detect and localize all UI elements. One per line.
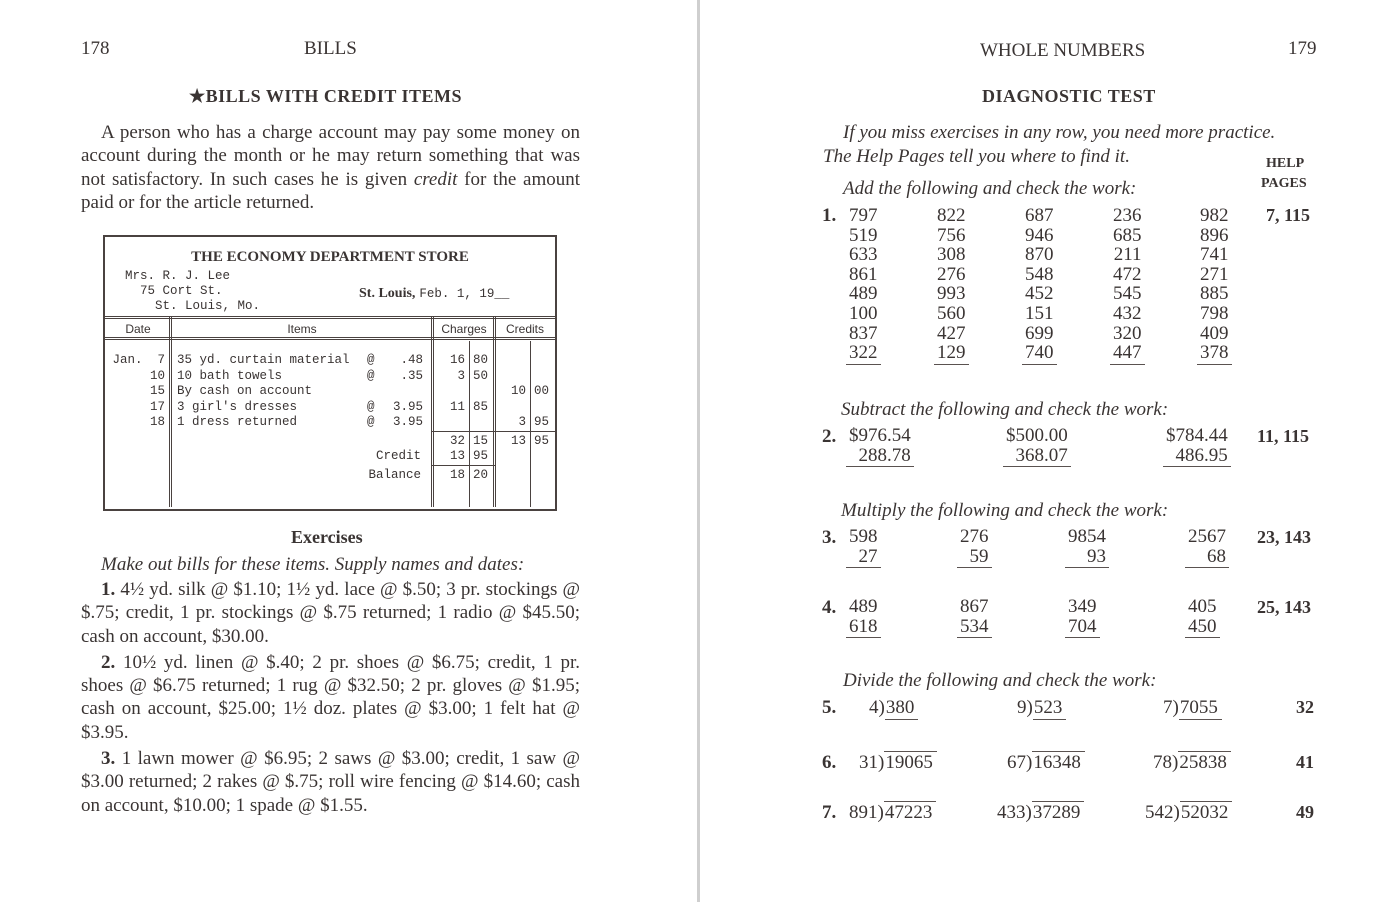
section-title-diagnostic: DIAGNOSTIC TEST [982, 86, 1156, 106]
invoice-row-at: @ [367, 399, 375, 414]
dividend: 523 [1033, 697, 1067, 720]
subtraction-problem [846, 426, 914, 467]
invoice-form [103, 235, 557, 511]
exercises-instruction: Make out bills for these items. Supply names and dates: [101, 554, 525, 575]
intro-paragraph [81, 121, 580, 214]
addition-column [934, 206, 969, 365]
exercise-number: 3. [101, 748, 116, 770]
exercises-heading: Exercises [291, 527, 363, 547]
division-problem [1017, 697, 1066, 719]
invoice-row-charge-cents: 85 [473, 399, 489, 414]
addition-column [1110, 206, 1145, 365]
addend: 548 [1025, 263, 1054, 285]
addend: 409 [1200, 322, 1229, 344]
division-problem [869, 697, 918, 719]
addend: 211 [1113, 244, 1142, 266]
column-header-items: Items [287, 322, 317, 336]
invoice-row-at: @ [367, 353, 375, 367]
divisor: 78) [1153, 752, 1179, 773]
division-problem [849, 802, 936, 824]
division-problem [1007, 752, 1085, 774]
addend: 946 [1025, 224, 1054, 246]
problem-number: 6. [822, 752, 837, 773]
dividend: 25838 [1178, 751, 1231, 773]
multiplier: 704 [1065, 617, 1100, 639]
column-divider [169, 317, 172, 507]
multiplicand: 349 [1068, 596, 1097, 617]
addend: 452 [1025, 283, 1054, 305]
column-divider [431, 317, 434, 507]
invoice-row-item: By cash on account [177, 384, 313, 399]
addend: 427 [937, 322, 966, 344]
addend: 982 [1200, 205, 1229, 226]
total-credits-cents: 95 [534, 434, 550, 448]
multiplier: 93 [1065, 547, 1109, 569]
addend: 687 [1025, 205, 1054, 226]
invoice-row-date: 17 [149, 399, 165, 414]
help-pages: 25, 143 [1257, 597, 1311, 617]
section-title-bills-credit: ★BILLS WITH CREDIT ITEMS [189, 86, 463, 106]
multiply-instruction: Multiply the following and check the work: [841, 500, 1169, 521]
running-head-right: WHOLE NUMBERS [980, 40, 1146, 61]
invoice-row-price: .35 [400, 368, 423, 383]
minuend: $976.54 [849, 425, 911, 446]
exercise-text: 4½ yd. silk @ $1.10; 1½ yd. lace @ $.50; 3 pr. stockings @ $.75; credit, 1 pr. stockings @ $.75 returned; 1 radio @ $45.50; cash on account, $30.00. [81, 579, 581, 647]
credit-dollars: 13 [449, 449, 465, 463]
invoice-row-item: 3 girl's dresses [177, 399, 298, 414]
addend: 861 [849, 263, 878, 285]
exercise-list [81, 578, 580, 817]
multiplicand: 276 [960, 526, 989, 547]
multiplication-problem [1065, 527, 1109, 568]
invoice-row-item: 10 bath towels [177, 368, 283, 383]
addend: 560 [937, 302, 966, 324]
divisor: 433) [997, 802, 1032, 823]
dividend: 37289 [1032, 801, 1085, 823]
cents-divider [530, 341, 531, 507]
invoice-row-price: .48 [400, 353, 423, 367]
addend: 685 [1113, 224, 1142, 246]
dividend: 7055 [1179, 697, 1222, 720]
invoice-row-charge-dollars: 16 [449, 353, 465, 367]
addend: 322 [846, 343, 881, 365]
addend: 822 [937, 205, 966, 226]
help-pages-row-2: 11, 115 [1257, 426, 1310, 446]
invoice-date: Feb. 1, 19__ [419, 287, 510, 301]
divider [105, 337, 555, 340]
customer-street: 75 Cort St. [125, 284, 223, 298]
addend: 447 [1110, 343, 1145, 365]
running-head-left: BILLS [304, 38, 357, 59]
invoice-store-name: THE ECONOMY DEPARTMENT STORE [191, 249, 469, 265]
help-pages: 32 [1296, 697, 1314, 717]
addend: 378 [1197, 343, 1232, 365]
intro-text-part2: for the amount paid or for the article returned. [81, 168, 580, 213]
multiplier: 450 [1185, 617, 1220, 639]
multiplication-problem [957, 527, 992, 568]
intro-text-part1: A person who has a charge account may pay some money on account during the month or he may return something that was not satisfactory. In such cases he is given [81, 122, 580, 190]
divider [105, 316, 555, 319]
page-number-left: 178 [81, 38, 110, 59]
multiplier: 27 [846, 547, 881, 569]
invoice-row-price: 3.95 [392, 399, 423, 414]
exercise-number: 1. [101, 579, 116, 600]
divisor: 542) [1145, 802, 1180, 823]
addend: 489 [849, 283, 878, 305]
multiplicand: 2567 [1188, 526, 1226, 547]
subtrahend: 368.07 [1003, 446, 1071, 468]
multiplication-problem [846, 527, 881, 568]
column-header-date: Date [125, 322, 151, 336]
multiplication-problem [1185, 597, 1220, 638]
multiplier: 618 [846, 617, 881, 639]
exercise-item [81, 747, 580, 817]
addend: 308 [937, 244, 966, 266]
divisor: 7) [1163, 697, 1179, 718]
subtrahend: 288.78 [846, 446, 914, 468]
intro-line-2: The Help Pages tell you where to find it. [823, 146, 1130, 167]
addend: 432 [1113, 302, 1142, 324]
invoice-row-credit-cents: 95 [534, 415, 550, 430]
addend: 885 [1200, 283, 1229, 305]
invoice-row-item: 35 yd. curtain material [177, 353, 350, 367]
addend: 545 [1113, 283, 1142, 305]
exercise-item [81, 651, 580, 744]
invoice-row-price: 3.95 [392, 415, 423, 430]
addend: 151 [1025, 302, 1054, 324]
total-credits-dollars: 13 [510, 434, 526, 448]
invoice-city: St. Louis, [359, 286, 416, 301]
multiplier: 534 [957, 617, 992, 639]
addend: 870 [1025, 244, 1054, 266]
addend: 633 [849, 244, 878, 266]
multiplication-problem [957, 597, 992, 638]
add-instruction: Add the following and check the work: [843, 178, 1137, 199]
invoice-row-charge-dollars: 3 [457, 368, 465, 383]
help-pages-header-1: HELP [1266, 156, 1305, 171]
subtrahend: 486.95 [1163, 446, 1231, 468]
exercise-text: 10½ yd. linen @ $.40; 2 pr. shoes @ $6.75; credit, 1 pr. shoes @ $6.75 returned; 1 rug @ $32.50; 2 pr. gloves @ $1.95; cash on account, $25.00; 1½ doz. plates @ $3.00; 1 felt hat @ $3.95. [81, 651, 580, 743]
invoice-row-item: 1 dress returned [177, 415, 298, 430]
problem-number-2: 2. [822, 426, 837, 447]
column-header-charges: Charges [441, 322, 487, 336]
addend: 276 [937, 263, 966, 285]
addend: 740 [1022, 343, 1057, 365]
invoice-row-charge-cents: 50 [473, 368, 489, 383]
division-problem [1153, 752, 1231, 774]
addition-column [846, 206, 881, 365]
divisor: 31) [859, 752, 885, 773]
divisor: 4) [869, 697, 885, 718]
invoice-row-at: @ [367, 415, 375, 430]
help-pages-header-2: PAGES [1261, 176, 1307, 191]
exercise-number: 2. [101, 651, 116, 673]
division-problem [859, 752, 937, 774]
addend: 519 [849, 224, 878, 246]
multiplication-problem [1065, 597, 1100, 638]
addend: 129 [934, 343, 969, 365]
addend: 100 [849, 302, 878, 324]
multiplicand: 405 [1188, 596, 1217, 617]
invoice-row-date: 10 [149, 368, 165, 383]
multiplier: 59 [957, 547, 992, 569]
addend: 993 [937, 283, 966, 305]
addend: 798 [1200, 302, 1229, 324]
division-problem [997, 802, 1084, 824]
problem-number: 3. [822, 527, 837, 548]
column-divider [493, 317, 496, 507]
intro-line-1: If you miss exercises in any row, you need more practice. [843, 122, 1276, 143]
problem-number: 5. [822, 697, 837, 718]
divisor: 891) [849, 802, 884, 823]
total-charges-dollars: 32 [449, 434, 465, 448]
dividend: 380 [885, 697, 919, 720]
subtraction-problem [1003, 426, 1071, 467]
subtraction-problem [1163, 426, 1231, 467]
help-pages: 41 [1296, 752, 1314, 772]
division-problem [1163, 697, 1222, 719]
problem-number-1: 1. [822, 205, 837, 226]
help-pages: 23, 143 [1257, 527, 1311, 547]
exercise-item [81, 578, 580, 648]
intro-italic-credit: credit [413, 168, 458, 190]
addition-column [1197, 206, 1232, 365]
totals-divider [431, 431, 555, 432]
balance-label: Balance [368, 468, 421, 482]
customer-city: St. Louis, Mo. [125, 299, 261, 313]
addend: 472 [1113, 263, 1142, 285]
invoice-row-credit-dollars: 10 [510, 384, 526, 399]
help-pages-row-1: 7, 115 [1266, 205, 1311, 225]
dividend: 47223 [884, 801, 937, 823]
multiplicand: 489 [849, 596, 878, 617]
addend: 837 [849, 322, 878, 344]
multiplicand: 598 [849, 526, 878, 547]
multiplicand: 867 [960, 596, 989, 617]
invoice-row-credit-cents: 00 [534, 384, 550, 399]
divide-instruction: Divide the following and check the work: [843, 670, 1157, 691]
minuend: $784.44 [1166, 425, 1228, 446]
balance-dollars: 18 [449, 468, 465, 482]
problem-number: 4. [822, 597, 837, 618]
dividend: 19065 [884, 751, 937, 773]
total-charges-cents: 15 [473, 434, 489, 448]
subtract-instruction: Subtract the following and check the work: [841, 399, 1169, 420]
problem-number: 7. [822, 802, 837, 823]
addend: 236 [1113, 205, 1142, 226]
dividend: 16348 [1032, 751, 1085, 773]
invoice-row-date: 18 [149, 415, 165, 430]
addend: 320 [1113, 322, 1142, 344]
column-header-credits: Credits [505, 322, 544, 336]
addition-column [1022, 206, 1057, 365]
invoice-row-at: @ [367, 368, 375, 383]
invoice-customer-address [125, 269, 260, 314]
invoice-row-date: Jan. 7 [112, 353, 165, 367]
multiplication-problem [1185, 527, 1229, 568]
addend: 741 [1200, 244, 1229, 266]
divisor: 67) [1007, 752, 1033, 773]
addend: 756 [937, 224, 966, 246]
balance-divider [431, 465, 495, 466]
dividend: 52032 [1180, 801, 1233, 823]
addend: 271 [1200, 263, 1229, 285]
balance-cents: 20 [473, 468, 489, 482]
help-pages: 49 [1296, 802, 1314, 822]
invoice-row-charge-dollars: 11 [449, 399, 465, 414]
division-problem [1145, 802, 1232, 824]
multiplier: 68 [1185, 547, 1229, 569]
customer-name: Mrs. R. J. Lee [125, 269, 231, 283]
addend: 896 [1200, 224, 1229, 246]
invoice-row-credit-dollars: 3 [518, 415, 526, 430]
cents-divider [469, 341, 470, 507]
invoice-date-line [359, 284, 509, 302]
divisor: 9) [1017, 697, 1033, 718]
invoice-row-charge-cents: 80 [473, 353, 489, 367]
multiplicand: 9854 [1068, 526, 1106, 547]
credit-cents: 95 [473, 449, 489, 463]
multiplication-problem [846, 597, 881, 638]
addend: 699 [1025, 322, 1054, 344]
addend: 797 [849, 205, 878, 226]
credit-label: Credit [375, 449, 421, 463]
book-gutter [697, 0, 700, 902]
minuend: $500.00 [1006, 425, 1068, 446]
exercise-text: 1 lawn mower @ $6.95; 2 saws @ $3.00; credit, 1 saw @ $3.00 returned; 2 rakes @ $.75; roll wire fencing @ $14.60; cash on account, $10.00; 1 spade @ $1.55. [81, 748, 581, 816]
page-number-right: 179 [1288, 38, 1317, 59]
invoice-row-date: 15 [149, 384, 165, 399]
